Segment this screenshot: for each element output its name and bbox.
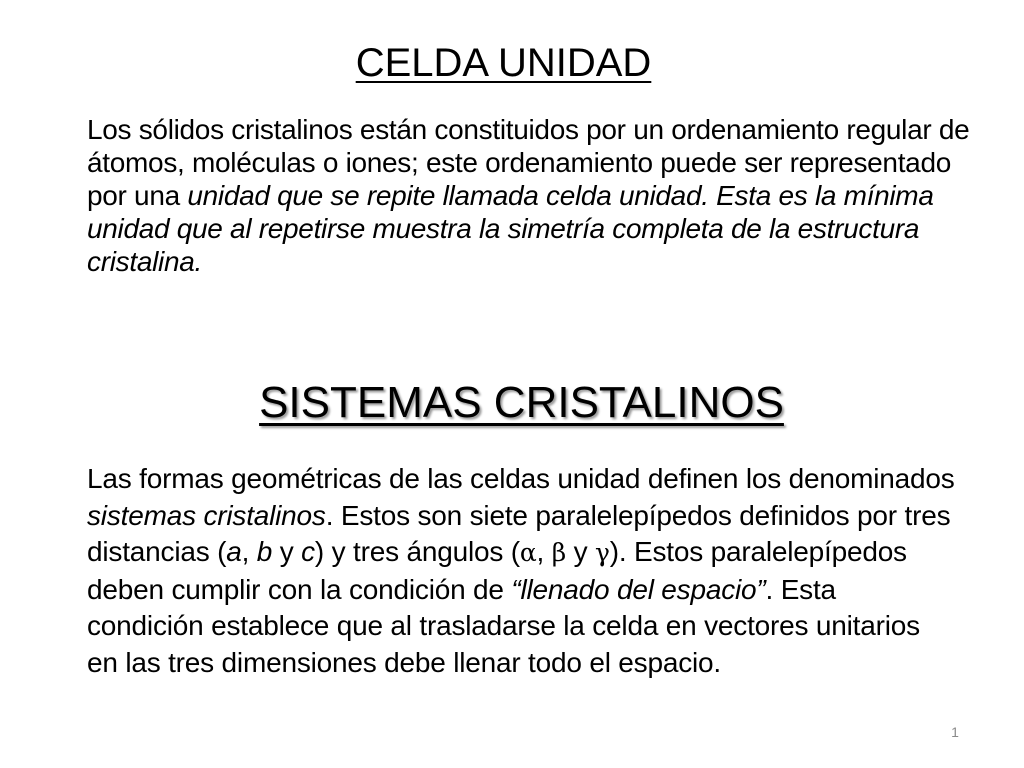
angle-alpha: α: [519, 538, 537, 567]
body-comma-1: ,: [241, 536, 257, 567]
body-text-2: . Estos son siete paralelepípedos definidos por tres distancias (: [87, 499, 951, 567]
body-text-1: Las formas geométricas de las celdas unidad definen los denominados: [87, 463, 955, 494]
distance-b: b: [256, 536, 273, 567]
section-title: SISTEMAS CRISTALINOS: [259, 378, 784, 427]
body-italic-sistemas: sistemas cristalinos: [87, 499, 326, 531]
body-text-3: ) y tres ángulos (: [314, 536, 520, 567]
body-text-5: . Esta condición establece que al trasladarse la celda en vectores unitarios en las tres dimensiones debe llenar todo el espacio.: [87, 573, 920, 678]
intro-italic-text: unidad que se repite llamada celda unidad. Esta es la mínima unidad que al repetirse muestra la simetría completa de la estructura cristalina.: [87, 180, 934, 277]
intro-paragraph: [87, 113, 982, 278]
slide-title: CELDA UNIDAD: [355, 41, 652, 85]
body-italic-llenado: “llenado del espacio”: [511, 573, 766, 605]
distance-c: c: [301, 536, 315, 567]
intro-text: Los sólidos cristalinos están constituidos por un ordenamiento regular de átomos, moléculas o iones; este ordenamiento puede ser representado por una: [87, 114, 970, 211]
angle-beta: β: [551, 538, 566, 567]
distance-a: a: [226, 536, 242, 567]
body-text-4: ). Estos paralelepípedos deben cumplir con la condición de: [87, 536, 907, 605]
angle-gamma: γ: [594, 538, 610, 567]
page-number: 1: [951, 724, 959, 740]
body-y-1: y: [272, 536, 302, 567]
body-paragraph: [87, 461, 957, 681]
body-y-2: y: [565, 536, 595, 567]
body-comma-2: ,: [536, 536, 552, 567]
